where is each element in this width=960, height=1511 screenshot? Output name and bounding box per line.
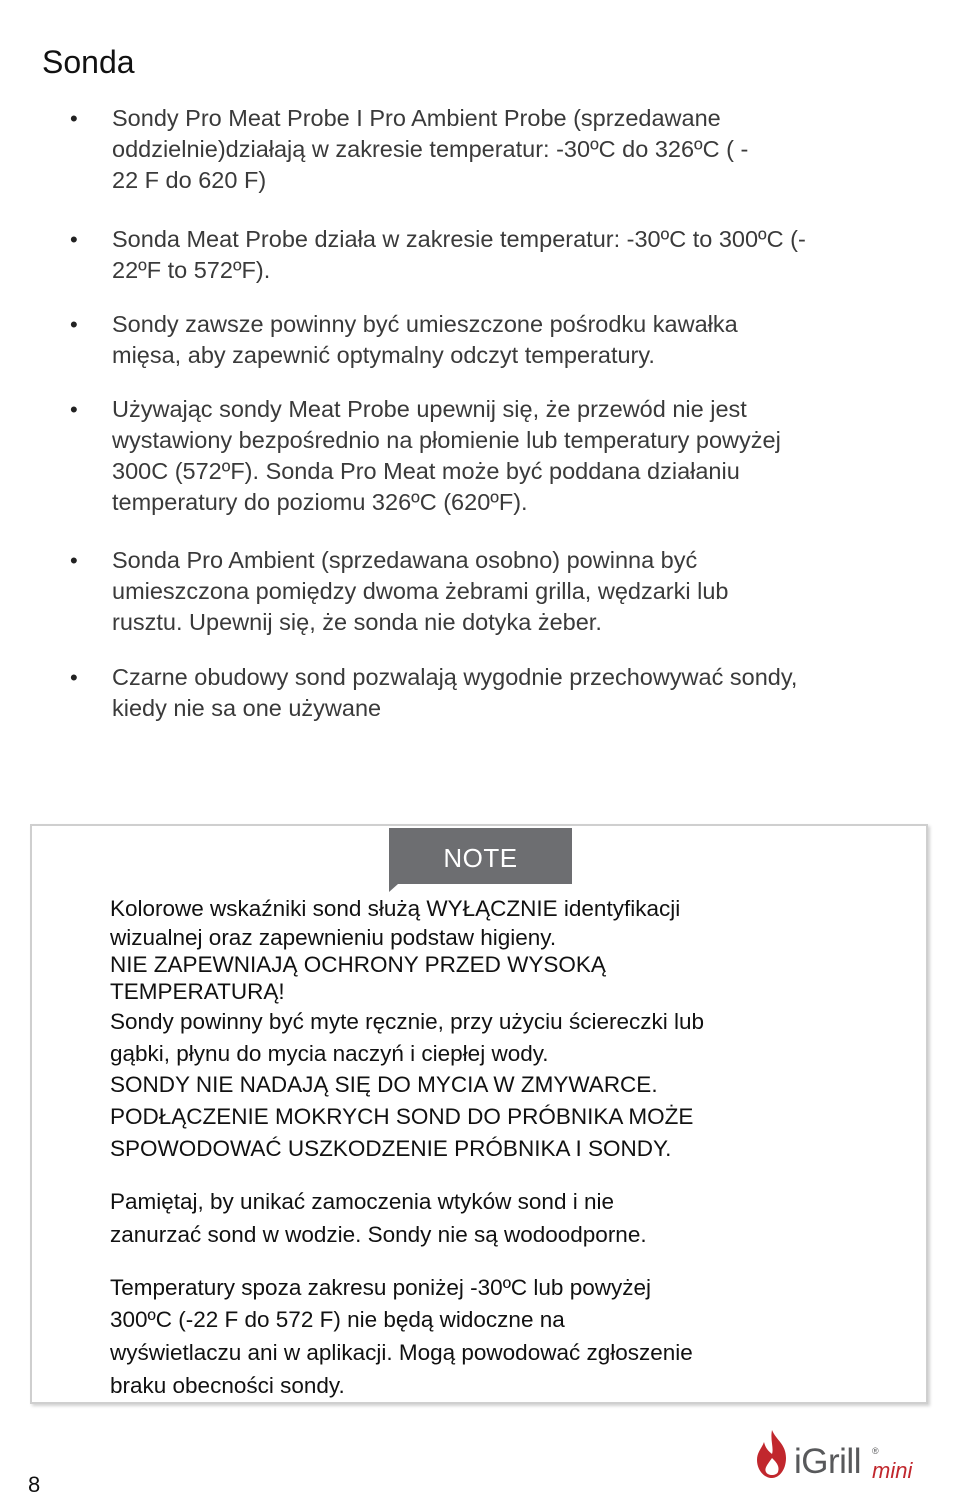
bullet-line: umieszczona pomiędzy dwoma żebrami grilla, wędzarki lub [112, 578, 729, 604]
note-line: gąbki, płynu do mycia naczyń i ciepłej wody. [110, 1041, 549, 1066]
bullet-dot: • [70, 227, 78, 252]
flame-icon [752, 1428, 792, 1482]
bullet-item [70, 545, 912, 638]
bullet-line: Sonda Pro Ambient (sprzedawana osobno) powinna być [112, 547, 698, 573]
bullet-item [70, 662, 912, 724]
note-line: wizualnej oraz zapewnieniu podstaw higieny. [110, 925, 557, 950]
note-label: NOTE [389, 828, 572, 884]
bullet-line: Sonda Meat Probe działa w zakresie temperatur: -30ºC to 300ºC (- [112, 226, 806, 252]
page-title: Sonda [42, 44, 135, 80]
bullet-line: Czarne obudowy sond pozwalają wygodnie przechowywać sondy, [112, 664, 798, 690]
note-line: Sondy powinny być myte ręcznie, przy użyciu ściereczki lub [110, 1009, 704, 1034]
bullet-line: mięsa, aby zapewnić optymalny odczyt temperatury. [112, 342, 655, 368]
logo-suffix: mini [872, 1458, 913, 1483]
note-line: Temperatury spoza zakresu poniżej -30ºC lub powyżej [110, 1275, 651, 1300]
bullet-line: Używając sondy Meat Probe upewnij się, że przewód nie jest [112, 396, 747, 422]
bullet-dot: • [70, 548, 78, 573]
bullet-item [70, 394, 912, 518]
bullet-line: temperatury do poziomu 326ºC (620ºF). [112, 489, 528, 515]
bullet-line: oddzielnie)działają w zakresie temperatur: -30ºC do 326ºC ( - [112, 136, 749, 162]
bullet-item [70, 224, 912, 286]
bullet-line: rusztu. Upewnij się, że sonda nie dotyka żeber. [112, 609, 602, 635]
bullet-line: 300C (572ºF). Sonda Pro Meat może być poddana działaniu [112, 458, 740, 484]
note-line: SPOWODOWAĆ USZKODZENIE PRÓBNIKA I SONDY. [110, 1136, 672, 1161]
bullet-line: kiedy nie sa one używane [112, 695, 382, 721]
bullet-line: wystawiony bezpośrednio na płomienie lub temperatury powyżej [112, 427, 781, 453]
bullet-dot: • [70, 665, 78, 690]
bullet-line: Sondy zawsze powinny być umieszczone pośrodku kawałka [112, 311, 738, 337]
bullet-line: 22ºF to 572ºF). [112, 257, 271, 283]
bullet-item [70, 309, 912, 371]
page-number: 8 [28, 1472, 41, 1497]
bullet-dot: • [70, 312, 78, 337]
logo-brand: iGrill [794, 1442, 861, 1481]
igrill-mini-logo [752, 1428, 932, 1488]
note-line: Kolorowe wskaźniki sond służą WYŁĄCZNIE identyfikacji [110, 896, 681, 921]
bullet-dot: • [70, 106, 78, 131]
note-line: 300ºC (-22 F do 572 F) nie będą widoczne na [110, 1307, 565, 1332]
note-line: Pamiętaj, by unikać zamoczenia wtyków sond i nie [110, 1189, 614, 1214]
bullet-item [70, 103, 912, 196]
note-line: zanurzać sond w wodzie. Sondy nie są wodoodporne. [110, 1222, 647, 1247]
note-line: wyświetlaczu ani w aplikacji. Mogą powodować zgłoszenie [110, 1340, 693, 1365]
note-line: SONDY NIE NADAJĄ SIĘ DO MYCIA W ZMYWARCE. [110, 1072, 658, 1097]
note-line: NIE ZAPEWNIAJĄ OCHRONY PRZED WYSOKĄ [110, 952, 606, 977]
bullet-line: 22 F do 620 F) [112, 167, 267, 193]
bullet-dot: • [70, 397, 78, 422]
bullet-line: Sondy Pro Meat Probe I Pro Ambient Probe (sprzedawane [112, 105, 721, 131]
note-line: TEMPERATURĄ! [110, 979, 285, 1004]
note-line: braku obecności sondy. [110, 1373, 345, 1398]
note-line: PODŁĄCZENIE MOKRYCH SOND DO PRÓBNIKA MOŻE [110, 1104, 694, 1129]
registered-mark: ® [872, 1446, 879, 1456]
